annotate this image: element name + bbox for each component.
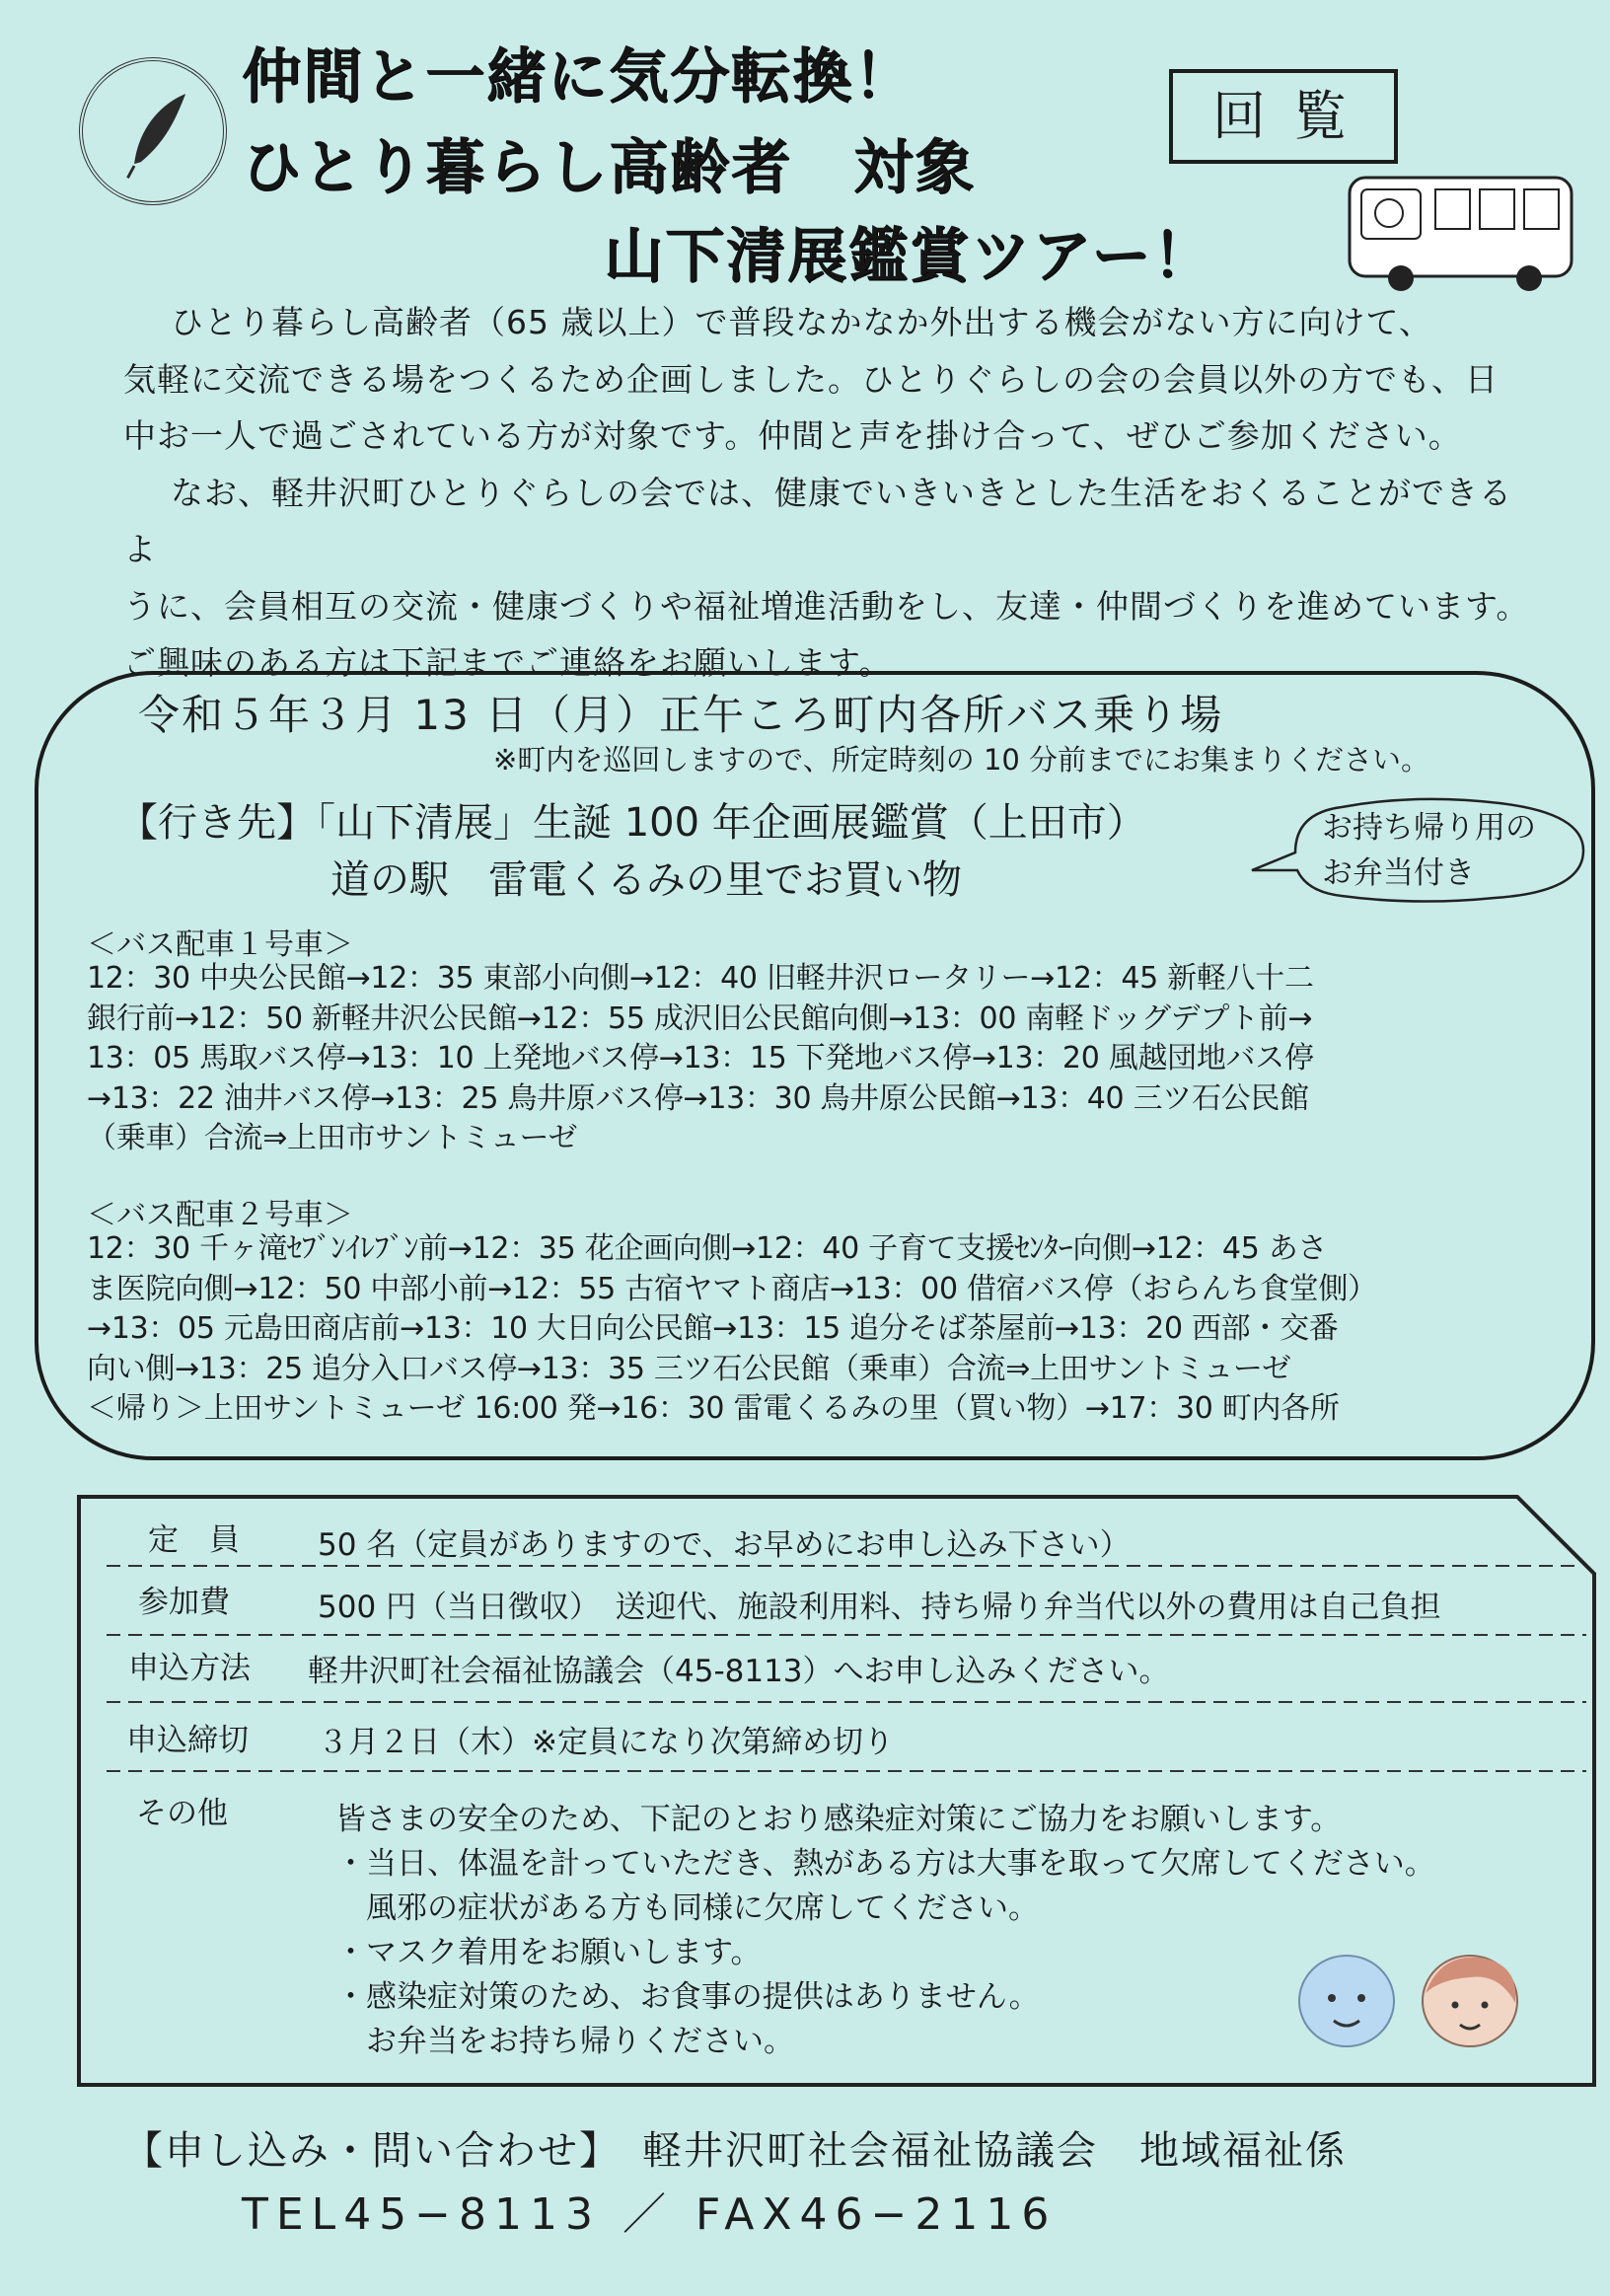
route-line: →13：22 油井バス停→13：25 鳥井原バス停→13：30 鳥井原公民館→13：40 三ツ石公民館 bbox=[87, 1080, 1309, 1116]
elderly-faces-icon bbox=[1282, 1944, 1539, 2052]
method-label: 申込方法 bbox=[128, 1651, 251, 1686]
route-line: 12：30 中央公民館→12：35 東部小向側→12：40 旧軽井沢ロータリー→12：45 新軽八十二 bbox=[87, 961, 1314, 996]
destination-line-1: 【行き先】「山下清展」生誕 100 年企画展鑑賞（上田市） bbox=[118, 800, 1146, 846]
route-line: 13：05 馬取バス停→13：10 上発地バス停→13：15 下発地バス停→13：20 風越団地バス停 bbox=[87, 1041, 1314, 1075]
other-line: お弁当をお持ち帰りください。 bbox=[335, 2024, 794, 2059]
bus2-header: ＜バス配車２号車＞ bbox=[87, 1198, 353, 1232]
intro-text bbox=[123, 294, 1544, 692]
logo bbox=[79, 57, 227, 205]
bus2-route bbox=[87, 1229, 1377, 1430]
intro-line: 中お一人で過ごされている方が対象です。仲間と声を掛け合って、ぜひご参加ください。 bbox=[123, 416, 1462, 455]
other-line: 風邪の症状がある方も同様に欠席してください。 bbox=[335, 1890, 1039, 1926]
intro-line: うに、会員相互の交流・健康づくりや福祉増進活動をし、友達・仲間づくりを進めています。 bbox=[123, 586, 1530, 626]
other-notes bbox=[335, 1798, 1435, 2064]
route-line: 銀行前→12：50 新軽井沢公民館→12：55 成沢旧公民館向側→13：00 南軽ドッグデプト前→ bbox=[87, 1000, 1313, 1036]
other-line: ・当日、体温を計っていただき、熱がある方は大事を取って欠席してください。 bbox=[335, 1846, 1435, 1882]
fee-value: 500 円（当日徴収） 送迎代、施設利用料、持ち帰り弁当代以外の費用は自己負担 bbox=[318, 1590, 1441, 1625]
route-line: ま医院向側→12：50 中部小前→12：55 古宿ヤマト商店→13：00 借宿バス停（おらんち食堂側） bbox=[87, 1271, 1377, 1306]
bus1-header: ＜バス配車１号車＞ bbox=[87, 927, 353, 962]
capacity-value: 50 名（定員がありますので、お早めにお申し込み下さい） bbox=[318, 1527, 1131, 1563]
fee-label: 参加費 bbox=[138, 1585, 230, 1620]
tel-fax: TEL45−8113 ／ FAX46−2116 bbox=[242, 2189, 1058, 2240]
title-line-1: 仲間と一緒に気分転換！ bbox=[242, 42, 915, 111]
intro-line: 気軽に交流できる場をつくるため企画しました。ひとりぐらしの会の会員以外の方でも、日 bbox=[123, 359, 1499, 399]
bus1-route bbox=[87, 959, 1314, 1159]
destination-line-2: 道の駅 雷電くるみの里でお買い物 bbox=[330, 857, 962, 903]
method-value: 軽井沢町社会福祉協議会（45-8113）へお申し込みください。 bbox=[308, 1654, 1170, 1689]
intro-line: なお、軽井沢町ひとりぐらしの会では、健康でいきいきとした生活をおくることができるよ bbox=[123, 473, 1512, 568]
bubble-line: お持ち帰り用の bbox=[1322, 810, 1536, 846]
route-line: 12：30 千ヶ滝ｾﾌﾞﾝｲﾚﾌﾞﾝ前→12：35 花企画向側→12：40 子育て支援ｾﾝﾀｰ向側→12：45 あさ bbox=[87, 1231, 1328, 1266]
route-line: 向い側→13：25 追分入口バス停→13：35 三ツ石公民館（乗車）合流⇒上田サントミューゼ bbox=[87, 1351, 1291, 1386]
contact-line: 【申し込み・問い合わせ】 軽井沢町社会福祉協議会 地域福祉係 bbox=[123, 2128, 1347, 2174]
capacity-label: 定 員 bbox=[148, 1522, 240, 1558]
title-line-2: ひとり暮らし高齢者 対象 bbox=[242, 133, 976, 202]
route-line: →13：05 元島田商店前→13：10 大日向公民館→13：15 追分そば茶屋前→13：20 西部・交番 bbox=[87, 1311, 1339, 1346]
intro-line: ご興味のある方は下記までご連絡をお願いします。 bbox=[123, 643, 893, 682]
intro-line: ひとり暮らし高齢者（65 歳以上）で普段なかなか外出する機会がない方に向けて、 bbox=[171, 303, 1432, 341]
deadline-label: 申込締切 bbox=[126, 1723, 249, 1758]
other-label: その他 bbox=[136, 1796, 228, 1831]
bus-illustration-icon bbox=[1342, 168, 1578, 296]
circulation-badge: 回覧 bbox=[1169, 69, 1398, 164]
deadline-value: ３月２日（木）※定員になり次第締め切り bbox=[318, 1725, 894, 1760]
tour-note: ※町内を巡回しますので、所定時刻の 10 分前までにお集まりください。 bbox=[493, 743, 1430, 777]
title-line-3: 山下清展鑑賞ツアー！ bbox=[604, 222, 1214, 291]
route-line: （乗車）合流⇒上田市サントミューゼ bbox=[87, 1121, 578, 1155]
bubble-line: お弁当付き bbox=[1322, 855, 1475, 891]
bubble-text bbox=[1322, 805, 1536, 896]
other-line: 皆さまの安全のため、下記のとおり感染症対策にご協力をお願いします。 bbox=[335, 1802, 1342, 1837]
other-line: ・マスク着用をお願いします。 bbox=[335, 1935, 762, 1970]
route-line: ＜帰り＞上田サントミューゼ 16:00 発→16：30 雷電くるみの里（買い物）→17：30 町内各所 bbox=[87, 1391, 1340, 1426]
tour-date: 令和５年３月 13 日（月）正午ころ町内各所バス乗り場 bbox=[138, 691, 1224, 739]
other-line: ・感染症対策のため、お食事の提供はありません。 bbox=[335, 1979, 1040, 2015]
